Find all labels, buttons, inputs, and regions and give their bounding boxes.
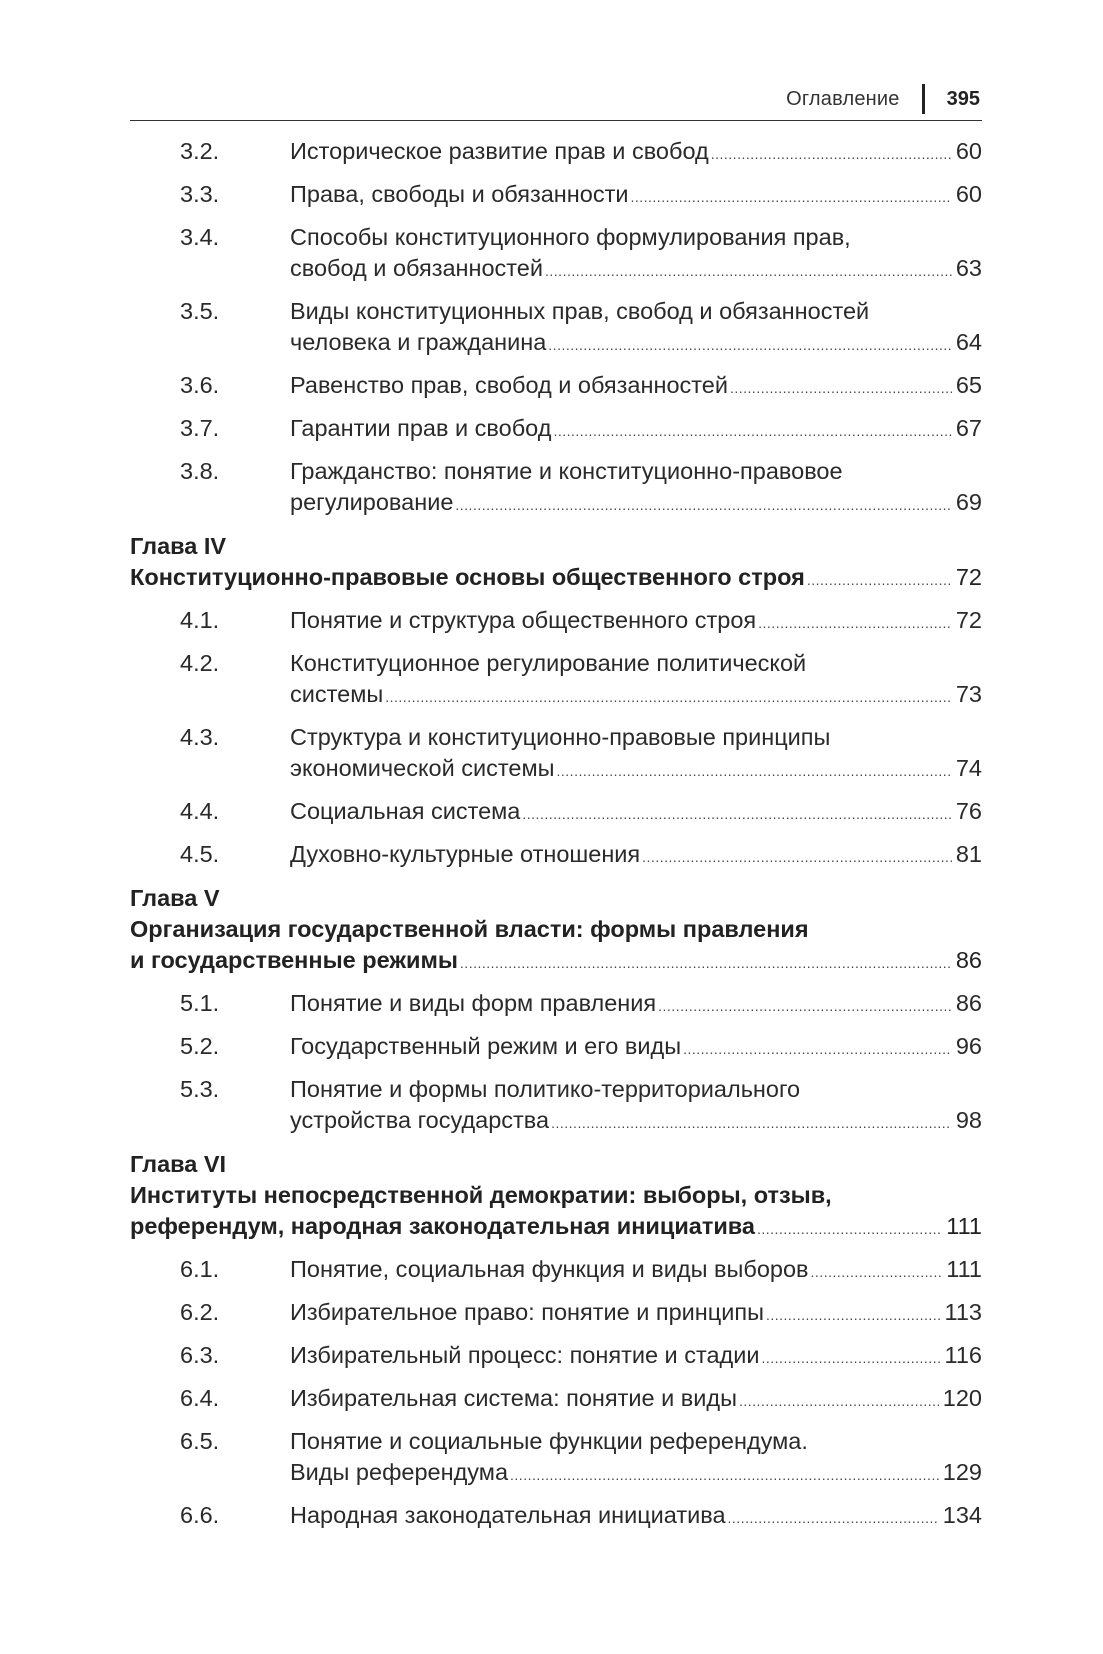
dot-leader	[658, 991, 952, 1022]
toc-entry-page: 73	[955, 681, 982, 707]
toc-entry-last-line	[290, 1254, 982, 1288]
chapter-last-line	[130, 1211, 982, 1245]
toc-entry-title: Понятие и структура общественного строя	[290, 607, 757, 633]
toc-entry-body	[290, 1383, 982, 1417]
toc-entry-title: Избирательный процесс: понятие и стадии	[290, 1342, 760, 1368]
toc-entry-page: 134	[942, 1502, 982, 1528]
toc-entry-body	[290, 839, 982, 873]
toc-entry-3-8[interactable]	[130, 456, 982, 521]
toc-entry-body	[290, 1340, 982, 1374]
chapter-label: Глава IV	[130, 533, 227, 559]
toc-entry-body	[290, 796, 982, 830]
toc-entry-body	[290, 1297, 982, 1331]
toc-entry-title: Историческое развитие прав и свобод	[290, 138, 709, 164]
toc-entry-body	[290, 296, 982, 361]
toc-entry-title: свобод и обязанностей	[290, 255, 544, 281]
toc-entry-number: 5.3.	[180, 1076, 220, 1102]
dot-leader	[557, 756, 952, 787]
toc-entry-last-line	[290, 839, 982, 873]
toc-entry-page: 113	[944, 1299, 982, 1325]
toc-entry-title: Понятие, социальная функция и виды выборов	[290, 1256, 809, 1282]
toc-entry-number: 4.5.	[180, 841, 220, 867]
dot-leader	[807, 565, 952, 596]
toc-entry-number: 5.1.	[180, 990, 220, 1016]
toc-entry-body	[290, 1031, 982, 1065]
toc-entry-number: 3.2.	[180, 138, 220, 164]
toc-entry-last-line	[290, 1105, 982, 1139]
toc-entry-body	[290, 605, 982, 639]
toc-entry-title: Народная законодательная инициатива	[290, 1502, 726, 1528]
header-right	[786, 84, 980, 114]
chapter-title: референдум, народная законодательная инициатива	[130, 1213, 755, 1239]
toc-entry-title-line: Понятие и социальные функции референдума.	[290, 1428, 808, 1454]
toc-entry-number: 4.1.	[180, 607, 220, 633]
toc-chapter-4[interactable]	[130, 531, 982, 596]
dot-leader	[545, 256, 952, 287]
toc-entry-6-4[interactable]	[130, 1383, 982, 1417]
page-number: 395	[946, 87, 980, 110]
toc-entry-number: 3.6.	[180, 372, 220, 398]
toc-entry-body	[290, 136, 982, 170]
chapter-page: 72	[955, 564, 982, 590]
toc-entry-3-2[interactable]	[130, 136, 982, 170]
toc-entry-title: системы	[290, 681, 384, 707]
dot-leader	[385, 682, 952, 713]
toc-entry-page: 111	[946, 1256, 982, 1282]
toc-entry-title: Виды референдума	[290, 1459, 509, 1485]
toc-entry-number: 3.7.	[180, 415, 220, 441]
toc-entry-page: 81	[955, 841, 982, 867]
toc-entry-page: 96	[955, 1033, 982, 1059]
dot-leader	[455, 490, 951, 521]
dot-leader	[460, 948, 952, 979]
toc-entry-last-line	[290, 1500, 982, 1534]
toc-entry-title-line: Конституционное регулирование политической	[290, 650, 807, 676]
toc-entry-last-line	[290, 327, 982, 361]
toc-entry-page: 60	[955, 181, 982, 207]
toc-entry-title-line: Понятие и формы политико-территориального	[290, 1076, 801, 1102]
toc-entry-page: 76	[955, 798, 982, 824]
toc-entry-body	[290, 179, 982, 213]
toc-entry-number: 6.6.	[180, 1502, 220, 1528]
toc-entry-last-line	[290, 988, 982, 1022]
toc-entry-title: Социальная система	[290, 798, 521, 824]
toc-entry-number: 3.5.	[180, 298, 220, 324]
toc-entry-page: 72	[955, 607, 982, 633]
toc-entry-page: 98	[955, 1107, 982, 1133]
chapter-page: 86	[955, 947, 982, 973]
toc-entry-body	[290, 1500, 982, 1534]
toc-entry-last-line	[290, 1340, 982, 1374]
toc-entry-title: Равенство прав, свобод и обязанностей	[290, 372, 728, 398]
dot-leader	[630, 182, 951, 213]
dot-leader	[766, 1300, 941, 1331]
dot-leader	[757, 1214, 942, 1245]
chapter-label: Глава VI	[130, 1151, 227, 1177]
toc-entry-title: устройства государства	[290, 1107, 550, 1133]
dot-leader	[811, 1257, 943, 1288]
toc-entry-title: экономической системы	[290, 755, 555, 781]
toc-entry-page: 86	[955, 990, 982, 1016]
toc-entry-last-line	[290, 796, 982, 830]
toc-entry-last-line	[290, 253, 982, 287]
toc-entry-last-line	[290, 1297, 982, 1331]
toc-entry-title: Понятие и виды форм правления	[290, 990, 657, 1016]
toc-entry-number: 6.4.	[180, 1385, 220, 1411]
toc-entry-3-6[interactable]	[130, 370, 982, 404]
chapter-title: Конституционно-правовые основы общественного строя	[130, 564, 805, 590]
dot-leader	[762, 1343, 941, 1374]
toc-entry-4-3[interactable]	[130, 722, 982, 787]
toc-entry-body	[290, 722, 982, 787]
toc-entry-last-line	[290, 605, 982, 639]
toc-entry-6-1[interactable]	[130, 1254, 982, 1288]
toc-entry-body	[290, 1254, 982, 1288]
chapter-last-line	[130, 562, 982, 596]
toc-entry-page: 60	[955, 138, 982, 164]
dot-leader	[728, 1503, 939, 1534]
toc-entry-4-4[interactable]	[130, 796, 982, 830]
dot-leader	[553, 416, 951, 447]
toc-entry-number: 3.4.	[180, 224, 220, 250]
toc-entry-number: 6.3.	[180, 1342, 220, 1368]
toc-entry-title-line: Способы конституционного формулирования прав,	[290, 224, 851, 250]
toc-entry-3-3[interactable]	[130, 179, 982, 213]
toc-entry-6-5[interactable]	[130, 1426, 982, 1491]
dot-leader	[522, 799, 951, 830]
toc-entry-number: 6.5.	[180, 1428, 220, 1454]
toc-entry-title: Гарантии прав и свобод	[290, 415, 552, 441]
toc-entry-last-line	[290, 136, 982, 170]
toc-entry-number: 3.8.	[180, 458, 220, 484]
dot-leader	[758, 608, 952, 639]
toc-entry-4-5[interactable]	[130, 839, 982, 873]
toc-entry-number: 4.2.	[180, 650, 220, 676]
chapter-page: 111	[946, 1213, 982, 1239]
toc-entry-5-1[interactable]	[130, 988, 982, 1022]
toc-entry-body	[290, 988, 982, 1022]
toc-entry-page: 129	[942, 1459, 982, 1485]
toc-entry-title-line: Виды конституционных прав, свобод и обязанностей	[290, 298, 870, 324]
toc-entry-body	[290, 413, 982, 447]
toc-entry-body	[290, 222, 982, 287]
header-title: Оглавление	[786, 87, 900, 110]
toc-entry-last-line	[290, 487, 982, 521]
running-header	[130, 80, 982, 121]
toc-entry-body	[290, 370, 982, 404]
toc-entry-3-4[interactable]	[130, 222, 982, 287]
table-of-contents	[130, 136, 982, 1534]
toc-entry-body	[290, 1426, 982, 1491]
chapter-label: Глава V	[130, 885, 220, 911]
toc-entry-last-line	[290, 179, 982, 213]
toc-entry-last-line	[290, 1383, 982, 1417]
toc-entry-number: 4.4.	[180, 798, 220, 824]
toc-entry-title: Избирательная система: понятие и виды	[290, 1385, 737, 1411]
toc-entry-number: 6.2.	[180, 1299, 220, 1325]
toc-chapter-5[interactable]	[130, 883, 982, 979]
dot-leader	[548, 330, 952, 361]
toc-entry-page: 64	[955, 329, 982, 355]
dot-leader	[739, 1386, 939, 1417]
toc-entry-title: Права, свободы и обязанности	[290, 181, 629, 207]
toc-entry-page: 74	[955, 755, 982, 781]
toc-entry-page: 116	[944, 1342, 982, 1368]
chapter-title: и государственные режимы	[130, 947, 458, 973]
toc-entry-title-line: Структура и конституционно-правовые принципы	[290, 724, 831, 750]
toc-entry-number: 3.3.	[180, 181, 220, 207]
toc-entry-3-5[interactable]	[130, 296, 982, 361]
toc-entry-number: 6.1.	[180, 1256, 220, 1282]
toc-entry-last-line	[290, 679, 982, 713]
toc-entry-last-line	[290, 413, 982, 447]
dot-leader	[510, 1460, 939, 1491]
toc-entry-last-line	[290, 1457, 982, 1491]
toc-entry-4-1[interactable]	[130, 605, 982, 639]
toc-entry-body	[290, 456, 982, 521]
toc-entry-page: 120	[942, 1385, 982, 1411]
dot-leader	[683, 1034, 952, 1065]
toc-entry-6-2[interactable]	[130, 1297, 982, 1331]
toc-entry-page: 63	[955, 255, 982, 281]
dot-leader	[551, 1108, 952, 1139]
toc-entry-title: регулирование	[290, 489, 454, 515]
chapter-title-line: Институты непосредственной демократии: выборы, отзыв,	[130, 1182, 832, 1208]
toc-entry-last-line	[290, 1031, 982, 1065]
toc-entry-page: 69	[955, 489, 982, 515]
toc-entry-6-6[interactable]	[130, 1500, 982, 1534]
toc-entry-page: 67	[955, 415, 982, 441]
dot-leader	[730, 373, 952, 404]
toc-entry-number: 5.2.	[180, 1033, 220, 1059]
header-separator	[922, 84, 925, 114]
toc-entry-title: Духовно-культурные отношения	[290, 841, 641, 867]
toc-entry-3-7[interactable]	[130, 413, 982, 447]
toc-entry-last-line	[290, 370, 982, 404]
chapter-title-line: Организация государственной власти: формы правления	[130, 916, 809, 942]
toc-entry-title: Государственный режим и его виды	[290, 1033, 682, 1059]
toc-entry-last-line	[290, 753, 982, 787]
toc-entry-title-line: Гражданство: понятие и конституционно-правовое	[290, 458, 843, 484]
toc-chapter-6[interactable]	[130, 1149, 982, 1245]
toc-entry-title: Избирательное право: понятие и принципы	[290, 1299, 764, 1325]
toc-entry-5-2[interactable]	[130, 1031, 982, 1065]
toc-entry-title: человека и гражданина	[290, 329, 547, 355]
toc-entry-page: 65	[955, 372, 982, 398]
toc-entry-4-2[interactable]	[130, 648, 982, 713]
toc-entry-6-3[interactable]	[130, 1340, 982, 1374]
chapter-last-line	[130, 945, 982, 979]
toc-entry-body	[290, 648, 982, 713]
toc-entry-body	[290, 1074, 982, 1139]
dot-leader	[642, 842, 952, 873]
dot-leader	[711, 139, 952, 170]
toc-entry-number: 4.3.	[180, 724, 220, 750]
toc-entry-5-3[interactable]	[130, 1074, 982, 1139]
